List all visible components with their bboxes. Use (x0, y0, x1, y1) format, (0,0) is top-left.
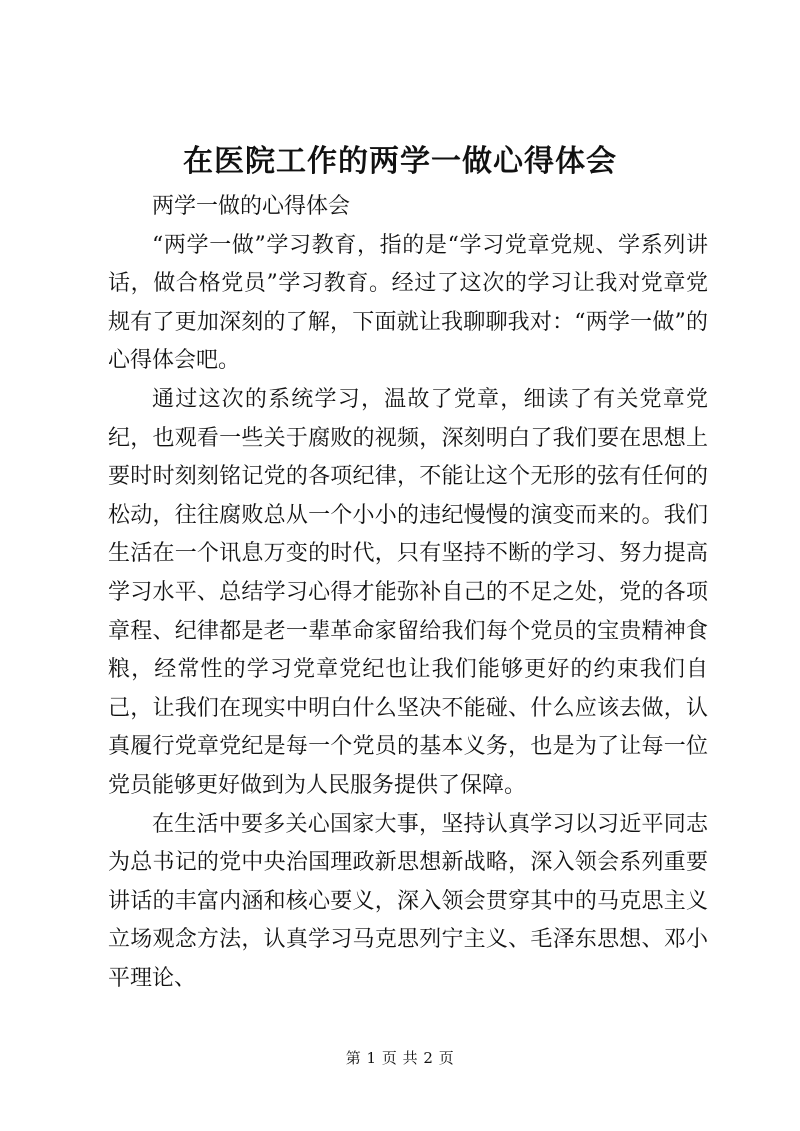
document-body (108, 188, 708, 998)
paragraph-life: 在生活中要多关心国家大事，坚持认真学习以习近平同志为总书记的党中央治国理政新思想新战略，深入领会系列重要讲话的丰富内涵和核心要义，深入领会贯穿其中的马克思主义立场观念方法，认真学习马克思列宁主义、毛泽东思想、邓小平理论、 (108, 811, 708, 991)
paragraph-subtitle: 两学一做的心得体会 (152, 194, 351, 219)
paragraph-intro: “两学一做”学习教育，指的是“学习党章党规、学系列讲话，做合格党员”学习教育。经过了这次的学习让我对党章党规有了更加深刻的了解，下面就让我聊聊我对：“两学一做”的心得体会吧。 (108, 232, 708, 374)
document-title: 在医院工作的两学一做心得体会 (183, 144, 617, 179)
paragraph-study: 通过这次的系统学习，温故了党章，细读了有关党章党纪，也观看一些关于腐败的视频，深刻明白了我们要在思想上要时时刻刻铭记党的各项纪律，不能让这个无形的弦有任何的松动，往往腐败总从一个小小的违纪慢慢的演变而来的。我们生活在一个讯息万变的时代，只有坚持不断的学习、努力提高学习水平、总结学习心得才能弥补自己的不足之处，党的各项章程、纪律都是老一辈革命家留给我们每个党员的宝贵精神食粮，经常性的学习党章党纪也让我们能够更好的约束我们自己，让我们在现实中明白什么坚决不能碰、什么应该去做，认真履行党章党纪是每一个党员的基本义务，也是为了让每一位党员能够更好做到为人民服务提供了保障。 (108, 386, 708, 798)
page-footer: 第 1 页 共 2 页 (345, 1049, 455, 1067)
